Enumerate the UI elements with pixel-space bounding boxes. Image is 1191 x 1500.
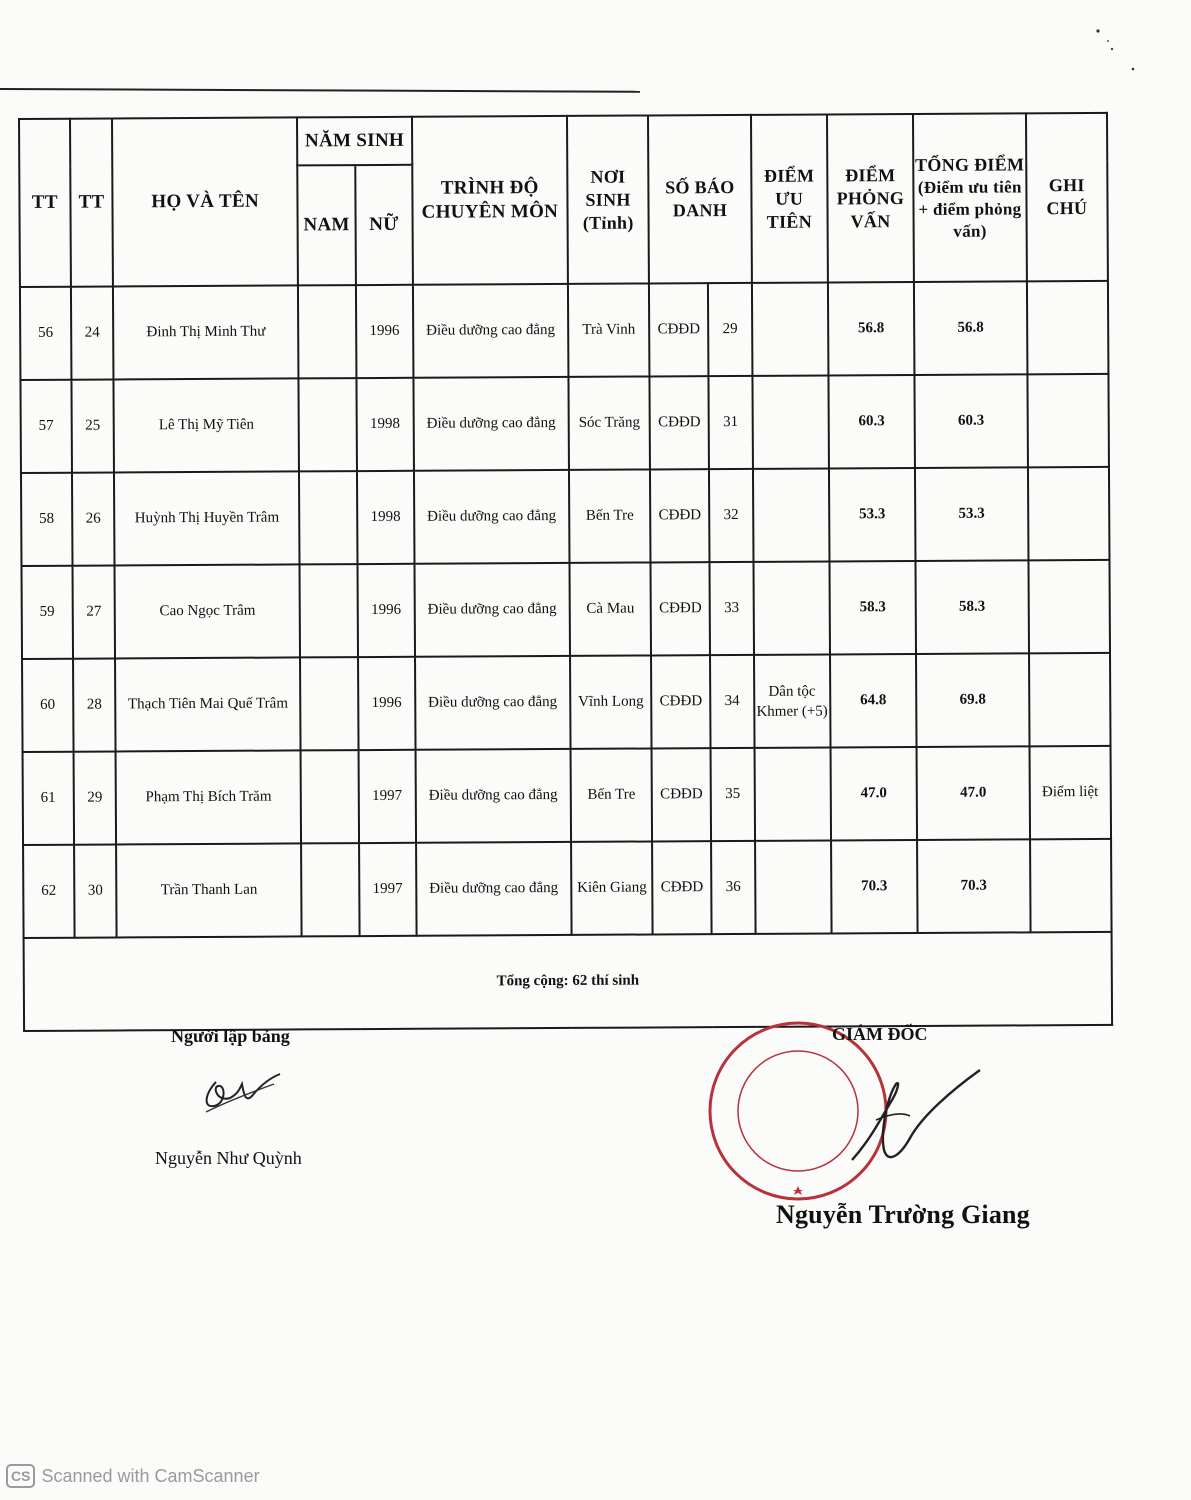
cell-code: CĐĐD	[650, 469, 709, 562]
cell-female: 1996	[356, 285, 413, 378]
cell-level: Điều dưỡng cao đẳng	[415, 656, 571, 750]
cell-place: Bến Tre	[571, 748, 653, 841]
cell-priority	[753, 561, 830, 654]
cell-level: Điều dưỡng cao đẳng	[413, 377, 569, 471]
results-sheet	[18, 112, 1113, 1032]
header-interview: ĐIỂM PHỎNG VẤN	[827, 114, 914, 282]
cell-tt2: 29	[73, 751, 116, 844]
cell-priority	[752, 282, 829, 375]
table-body	[20, 281, 1112, 1031]
cell-female: 1997	[359, 843, 416, 936]
cell-num: 29	[708, 283, 752, 376]
cell-tt1: 56	[20, 287, 71, 380]
cell-num: 32	[709, 469, 753, 562]
cell-tt1: 57	[20, 380, 71, 473]
cell-note	[1028, 560, 1110, 653]
cell-level: Điều dưỡng cao đẳng	[416, 842, 572, 936]
cell-total: 60.3	[915, 374, 1028, 468]
cell-tt2: 25	[71, 379, 114, 472]
cell-code: CĐĐD	[652, 748, 711, 841]
cell-note	[1029, 653, 1111, 746]
header-name: HỌ VÀ TÊN	[112, 117, 298, 286]
cell-name: Phạm Thị Bích Trăm	[116, 750, 301, 844]
cell-name: Cao Ngọc Trâm	[115, 564, 300, 658]
cell-priority: Dân tộc Khmer (+5)	[754, 654, 831, 747]
cell-male	[301, 843, 359, 936]
cell-female: 1996	[358, 657, 415, 750]
results-table	[18, 112, 1113, 1032]
cell-place: Trà Vinh	[568, 283, 650, 376]
cell-place: Cà Mau	[570, 562, 652, 655]
header-level: TRÌNH ĐỘ CHUYÊN MÔN	[412, 116, 568, 285]
cell-interview: 70.3	[831, 840, 918, 933]
cell-male	[299, 378, 357, 471]
cell-name: Đinh Thị Minh Thư	[113, 285, 298, 379]
table-row	[22, 653, 1111, 752]
camscanner-watermark	[6, 1464, 260, 1488]
cell-female: 1998	[357, 471, 414, 564]
cell-interview: 53.3	[829, 468, 916, 561]
cell-total: 47.0	[917, 746, 1030, 840]
top-divider-line	[0, 88, 640, 93]
cell-priority	[752, 375, 829, 468]
header-male: NAM	[297, 165, 356, 285]
cell-note	[1027, 281, 1109, 374]
cell-num: 33	[710, 562, 754, 655]
signature-block	[0, 1010, 1191, 1270]
cell-tt1: 59	[22, 566, 73, 659]
header-female: NỮ	[355, 165, 412, 285]
cell-code: CĐĐD	[649, 283, 708, 376]
cell-level: Điều dưỡng cao đẳng	[414, 563, 570, 657]
table-row	[21, 467, 1110, 566]
cell-level: Điều dưỡng cao đẳng	[415, 749, 571, 843]
cell-interview: 64.8	[830, 654, 917, 747]
cell-priority	[755, 840, 832, 933]
cell-total: 69.8	[916, 653, 1029, 747]
cell-tt1: 58	[21, 473, 72, 566]
cell-tt2: 30	[74, 844, 117, 937]
table-row	[22, 560, 1111, 659]
cell-place: Kiên Giang	[571, 841, 653, 934]
header-total	[913, 113, 1027, 282]
cell-tt2: 27	[72, 565, 115, 658]
cell-tt2: 26	[72, 472, 115, 565]
cell-level: Điều dưỡng cao đẳng	[413, 284, 569, 378]
cell-place: Sóc Trăng	[568, 376, 650, 469]
director-title: GIÁM ĐỐC	[832, 1024, 928, 1044]
header-candidate-no: SỐ BÁO DANH	[648, 115, 751, 284]
cell-code: CĐĐD	[650, 376, 709, 469]
cell-level: Điều dưỡng cao đẳng	[414, 470, 570, 564]
cell-total: 53.3	[915, 467, 1028, 561]
cell-male	[301, 750, 359, 843]
table-row	[23, 746, 1112, 845]
cell-male	[300, 564, 358, 657]
scan-specks	[1090, 25, 1140, 75]
cell-note	[1027, 374, 1109, 467]
table-row	[20, 281, 1109, 380]
director-signature	[840, 1060, 990, 1180]
table-row	[23, 839, 1112, 938]
cell-female: 1998	[356, 378, 413, 471]
cell-male	[298, 285, 356, 378]
cell-name: Huỳnh Thị Huyền Trâm	[114, 471, 299, 565]
header-note: GHI CHÚ	[1026, 113, 1108, 281]
cell-name: Lê Thị Mỹ Tiên	[114, 378, 299, 472]
header-birth-year: NĂM SINH	[297, 117, 412, 166]
cell-tt1: 61	[23, 752, 74, 845]
preparer-signature	[196, 1062, 286, 1122]
director-name: Nguyễn Trường Giang	[776, 1200, 1030, 1229]
cell-total: 56.8	[914, 281, 1027, 375]
cell-interview: 47.0	[830, 747, 917, 840]
cell-tt2: 28	[73, 658, 116, 751]
cell-code: CĐĐD	[651, 655, 710, 748]
header-priority: ĐIỂM ƯU TIÊN	[751, 114, 828, 282]
cell-note: Điểm liệt	[1029, 746, 1111, 839]
cell-interview: 60.3	[828, 375, 915, 468]
cell-tt1: 60	[22, 659, 73, 752]
cell-total: 70.3	[917, 839, 1030, 933]
cell-interview: 58.3	[829, 561, 916, 654]
cell-code: CĐĐD	[652, 841, 711, 934]
table-row	[20, 374, 1109, 473]
cell-code: CĐĐD	[651, 562, 710, 655]
cell-male	[300, 657, 358, 750]
cell-note	[1030, 839, 1112, 932]
cell-note	[1028, 467, 1110, 560]
cell-priority	[753, 468, 830, 561]
watermark-text: Scanned with CamScanner	[41, 1465, 260, 1486]
header-tt-1: TT	[19, 119, 71, 287]
cell-interview: 56.8	[828, 282, 915, 375]
cell-place: Bến Tre	[569, 469, 651, 562]
cell-num: 35	[711, 748, 755, 841]
header-birthplace: NƠI SINH (Tỉnh)	[567, 115, 649, 283]
header-total-sub: (Điểm ưu tiên + điểm phỏng vấn)	[917, 176, 1022, 241]
preparer-name: Nguyễn Như Quỳnh	[155, 1148, 302, 1168]
cell-female: 1996	[357, 564, 414, 657]
cell-num: 36	[711, 841, 755, 934]
cell-tt1: 62	[23, 845, 74, 938]
header-tt-2: TT	[70, 118, 114, 286]
cell-num: 34	[710, 655, 754, 748]
camscanner-logo-icon: CS	[6, 1464, 35, 1488]
cell-num: 31	[709, 376, 753, 469]
cell-name: Trần Thanh Lan	[116, 843, 301, 937]
cell-name: Thạch Tiên Mai Quế Trâm	[115, 657, 300, 751]
cell-priority	[754, 747, 831, 840]
cell-tt2: 24	[71, 286, 114, 379]
preparer-title: Người lập bảng	[171, 1026, 290, 1046]
cell-male	[299, 471, 357, 564]
cell-female: 1997	[358, 750, 415, 843]
cell-total: 58.3	[916, 560, 1029, 654]
header-total-title: TỔNG ĐIỂM	[915, 153, 1025, 175]
total-candidates: Tổng cộng: 62 thí sinh	[24, 932, 1113, 1031]
cell-place: Vĩnh Long	[570, 655, 652, 748]
